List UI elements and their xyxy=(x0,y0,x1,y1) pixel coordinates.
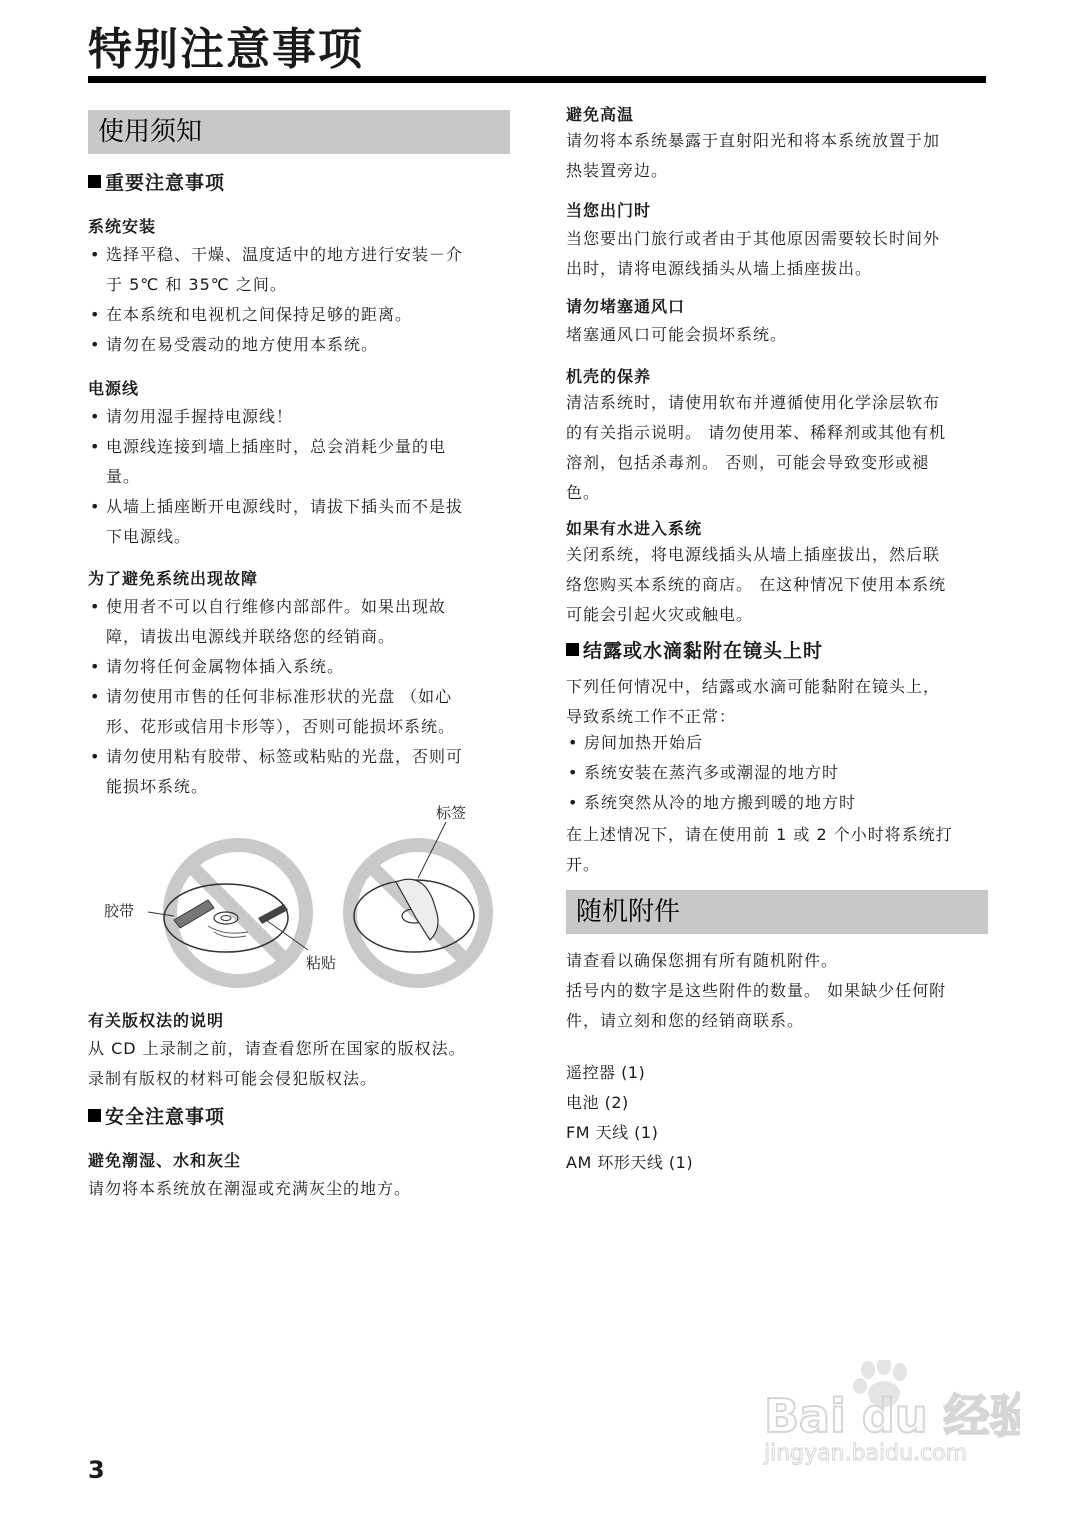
list-item: • 系统突然从冷的地方搬到暖的地方时 xyxy=(566,788,988,818)
important-notes-label: 重要注意事项 xyxy=(105,172,226,194)
list-item: • 系统安装在蒸汽多或潮湿的地方时 xyxy=(566,758,988,788)
condensation-intro xyxy=(566,672,996,732)
text-line: 络您购买本系统的商店。 在这种情况下使用本系统 xyxy=(566,575,947,594)
title-rule xyxy=(88,76,986,83)
text-line: 从 CD 上录制之前，请查看您所在国家的版权法。 xyxy=(88,1039,466,1058)
text-line: 出时，请将电源线插头从墙上插座拔出。 xyxy=(566,259,873,278)
text-line: 热装置旁边。 xyxy=(566,161,669,180)
text-line: 括号内的数字是这些附件的数量。 如果缺少任何附 xyxy=(566,981,947,1000)
moisture-text xyxy=(88,1174,518,1204)
paste-label: 粘贴 xyxy=(306,954,337,972)
safety-notes-heading xyxy=(88,1102,225,1129)
square-bullet-icon xyxy=(88,175,101,188)
text-line: 导致系统工作不正常： xyxy=(566,707,737,726)
accessories-text xyxy=(566,946,996,1036)
section-heading-accessories: 随机附件 xyxy=(566,890,988,934)
text-line: 清洁系统时，请使用软布并遵循使用化学涂层软布 xyxy=(566,393,941,412)
accessory-item: AM 环形天线 (1) xyxy=(566,1153,694,1172)
text-line: 请勿将本系统放在潮湿或充满灰尘的地方。 xyxy=(88,1179,412,1198)
vent-title: 请勿堵塞通风口 xyxy=(566,297,686,316)
accessories-list xyxy=(566,1058,996,1178)
accessory-item: 电池 (2) xyxy=(566,1093,629,1112)
list-item: • 使用者不可以自行维修内部部件。如果出现故 xyxy=(88,592,510,622)
list-item: • 请勿使用市售的任何非标准形状的光盘 （如心 xyxy=(88,682,510,712)
install-title: 系统安装 xyxy=(88,217,157,236)
text-line: 当您要出门旅行或者由于其他原因需要较长时间外 xyxy=(566,229,941,248)
text-line: 请勿将本系统暴露于直射阳光和将本系统放置于加 xyxy=(566,131,941,150)
text-line: 下列任何情况中，结露或水滴可能黏附在镜头上， xyxy=(566,677,941,696)
copyright-title: 有关版权法的说明 xyxy=(88,1011,225,1030)
vent-text xyxy=(566,320,996,350)
heat-title: 避免高温 xyxy=(566,105,635,124)
text-line: 在上述情况下，请在使用前 1 或 2 个小时将系统打 xyxy=(566,825,953,844)
fault-title: 为了避免系统出现故障 xyxy=(88,569,259,588)
section-heading-usage: 使用须知 xyxy=(88,110,510,154)
list-item: • 房间加热开始后 xyxy=(566,728,988,758)
disc-with-label-figure xyxy=(350,822,486,981)
text-line: 开。 xyxy=(566,855,601,874)
text-line: 关闭系统，将电源线插头从墙上插座拔出，然后联 xyxy=(566,545,941,564)
away-text xyxy=(566,224,996,284)
power-list xyxy=(88,402,510,552)
watermark-url: jingyan.baidu.com xyxy=(764,1441,968,1466)
condensation-heading xyxy=(566,636,823,663)
case-title: 机壳的保养 xyxy=(566,367,652,386)
baidu-watermark xyxy=(760,1360,1020,1470)
power-title: 电源线 xyxy=(88,379,140,398)
list-item: • 从墙上插座断开电源线时，请拔下插头而不是拔 xyxy=(88,492,510,522)
text-line: 可能会引起火灾或触电。 xyxy=(566,605,754,624)
accessory-item: 遥控器 (1) xyxy=(566,1063,646,1082)
page-number: 3 xyxy=(88,1456,105,1484)
accessory-item: FM 天线 (1) xyxy=(566,1123,659,1142)
text-line: 的有关指示说明。 请勿使用苯、稀释剂或其他有机 xyxy=(566,423,947,442)
fault-list xyxy=(88,592,510,802)
water-text xyxy=(566,540,996,630)
watermark-brand: Bai du 经验 xyxy=(764,1389,1020,1443)
list-item: • 请勿用湿手握持电源线！ xyxy=(88,402,510,432)
important-notes-heading xyxy=(88,168,225,195)
copyright-text xyxy=(88,1034,518,1094)
condensation-outro xyxy=(566,820,996,880)
paw-logo-icon xyxy=(760,1360,1020,1470)
condensation-list xyxy=(566,728,988,818)
text-line: 录制有版权的材料可能会侵犯版权法。 xyxy=(88,1069,378,1088)
list-item: 量。 xyxy=(106,467,141,486)
tape-label: 胶带 xyxy=(104,902,135,920)
text-line: 色。 xyxy=(566,483,601,502)
list-item: 障，请拔出电源线并联络您的经销商。 xyxy=(106,627,396,646)
install-list xyxy=(88,240,510,360)
list-item: • 请勿使用粘有胶带、标签或粘贴的光盘，否则可 xyxy=(88,742,510,772)
water-title: 如果有水进入系统 xyxy=(566,519,703,538)
text-line: 件，请立刻和您的经销商联系。 xyxy=(566,1011,805,1030)
condensation-label: 结露或水滴黏附在镜头上时 xyxy=(583,640,824,662)
case-text xyxy=(566,388,996,508)
disc-illustration xyxy=(96,800,506,990)
text-line: 溶剂，包括杀毒剂。 否则，可能会导致变形或褪 xyxy=(566,453,930,472)
list-item: • 电源线连接到墙上插座时，总会消耗少量的电 xyxy=(88,432,510,462)
square-bullet-icon xyxy=(566,643,579,656)
list-item: 下电源线。 xyxy=(106,527,192,546)
square-bullet-icon xyxy=(88,1109,101,1122)
page-title: 特别注意事项 xyxy=(88,24,364,75)
list-item: • 请勿在易受震动的地方使用本系统。 xyxy=(88,330,510,360)
list-item: • 在本系统和电视机之间保持足够的距离。 xyxy=(88,300,510,330)
sticker-label: 标签 xyxy=(436,804,467,822)
list-item: 形、花形或信用卡形等），否则可能损坏系统。 xyxy=(106,717,456,736)
list-item: 能损坏系统。 xyxy=(106,777,209,796)
heat-text xyxy=(566,126,996,186)
disc-with-tape-figure xyxy=(148,845,308,981)
prohibited-discs-figure xyxy=(96,800,506,990)
moisture-title: 避免潮湿、水和灰尘 xyxy=(88,1151,242,1170)
text-line: 请查看以确保您拥有所有随机附件。 xyxy=(566,951,839,970)
away-title: 当您出门时 xyxy=(566,201,652,220)
list-item: • 选择平稳、干燥、温度适中的地方进行安装－介 xyxy=(88,240,510,270)
list-item: • 请勿将任何金属物体插入系统。 xyxy=(88,652,510,682)
text-line: 堵塞通风口可能会损坏系统。 xyxy=(566,325,788,344)
safety-notes-label: 安全注意事项 xyxy=(105,1106,226,1128)
list-item: 于 5℃ 和 35℃ 之间。 xyxy=(106,275,287,294)
